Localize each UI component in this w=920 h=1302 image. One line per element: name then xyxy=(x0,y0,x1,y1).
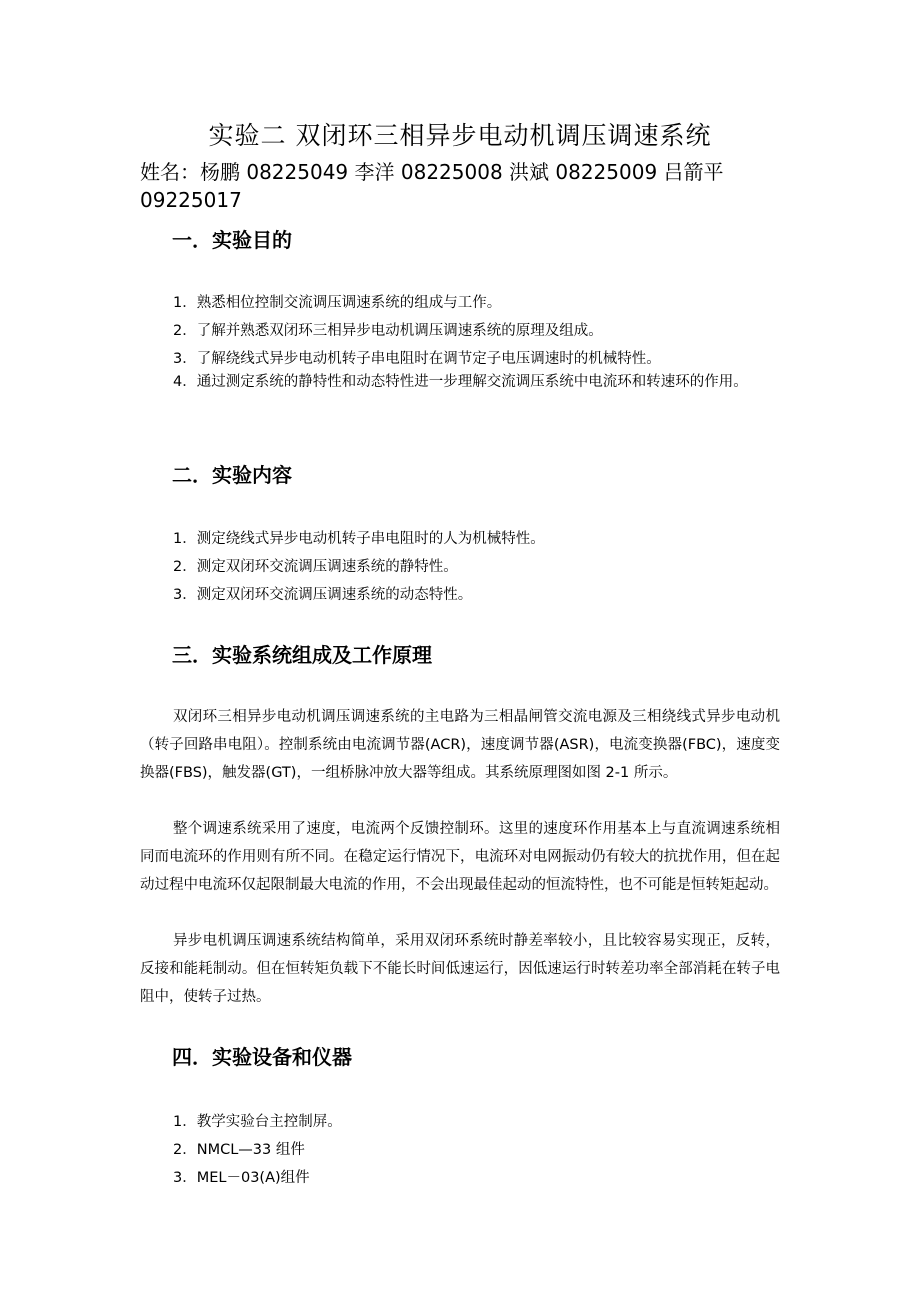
list-item: 3．了解绕线式异步电动机转子串电阻时在调节定子电压调速时的机械特性。 xyxy=(173,351,661,367)
author-list-line-2: 09225017 xyxy=(140,188,242,212)
list-item: 3．MEL－03(A)组件 xyxy=(173,1170,310,1186)
author-list-line-1: 姓名：杨鹏 08225049 李洋 08225008 洪斌 08225009 吕箭平 xyxy=(140,160,724,184)
author-list xyxy=(140,158,790,214)
list-item: 2．了解并熟悉双闭环三相异步电动机调压调速系统的原理及组成。 xyxy=(173,323,603,339)
section-heading-content: 二．实验内容 xyxy=(172,463,292,487)
list-item: 4．通过测定系统的静特性和动态特性进一步理解交流调压系统中电流环和转速环的作用。 xyxy=(173,374,748,390)
paragraph: 双闭环三相异步电动机调压调速系统的主电路为三相晶闸管交流电源及三相绕线式异步电动机（转子回路串电阻）。控制系统由电流调节器(ACR)，速度调节器(ASR)，电流变换器(FBC)，速度变换器(FBS)，触发器(GT)，一组桥脉冲放大器等组成。其系统原理图如图 2-1 所示。 xyxy=(140,709,780,781)
list-item: 1．测定绕线式异步电动机转子串电阻时的人为机械特性。 xyxy=(173,531,545,547)
document-title: 实验二 双闭环三相异步电动机调压调速系统 xyxy=(208,121,712,150)
section-heading-principle: 三．实验系统组成及工作原理 xyxy=(172,643,432,667)
list-item: 2．测定双闭环交流调压调速系统的静特性。 xyxy=(173,559,458,575)
list-item: 2．NMCL—33 组件 xyxy=(173,1142,305,1158)
section-heading-equipment: 四．实验设备和仪器 xyxy=(172,1045,352,1069)
section-heading-purpose: 一．实验目的 xyxy=(172,228,292,252)
paragraph: 整个调速系统采用了速度，电流两个反馈控制环。这里的速度环作用基本上与直流调速系统相同而电流环的作用则有所不同。在稳定运行情况下，电流环对电网振动仍有较大的抗扰作用，但在起动过程中电流环仅起限制最大电流的作用，不会出现最佳起动的恒流特性，也不可能是恒转矩起动。 xyxy=(140,821,780,893)
list-item: 3．测定双闭环交流调压调速系统的动态特性。 xyxy=(173,587,473,603)
list-item: 1．教学实验台主控制屏。 xyxy=(173,1114,342,1130)
paragraph: 异步电机调压调速系统结构简单，采用双闭环系统时静差率较小，且比较容易实现正，反转，反接和能耗制动。但在恒转矩负载下不能长时间低速运行，因低速运行时转差功率全部消耗在转子电阻中，使转子过热。 xyxy=(140,933,780,1005)
list-item: 1．熟悉相位控制交流调压调速系统的组成与工作。 xyxy=(173,295,502,311)
